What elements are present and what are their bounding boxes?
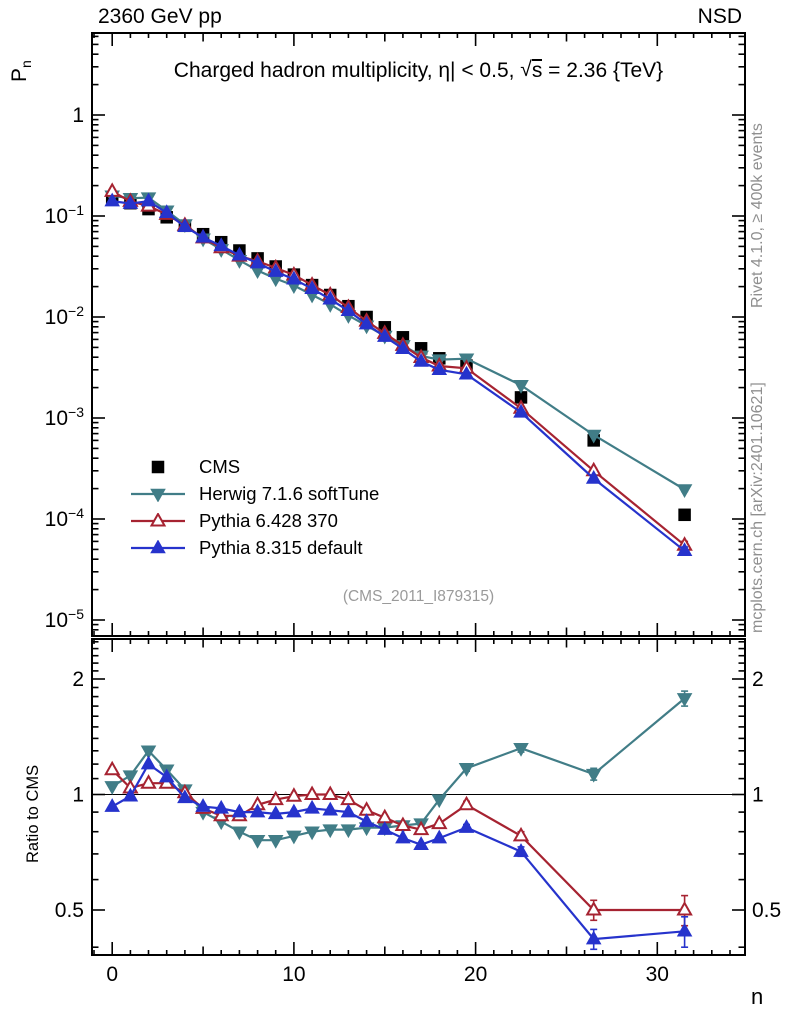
pythia8-triangle-marker-icon: [130, 540, 186, 556]
beam-energy-label: 2360 GeV pp: [98, 5, 222, 28]
svg-text:10−4: $10^{-4}$: [44, 505, 84, 531]
mcplots-reference-note: mcplots.cern.ch [arXiv:2401.10621]: [749, 382, 766, 633]
svg-text:10−5: $10^{-5}$: [44, 606, 84, 632]
pn-label-p: P: [8, 67, 31, 82]
herwig-triangle-marker-icon: [130, 486, 186, 502]
event-class-label: NSD: [697, 5, 742, 28]
svg-text:2: 2: [752, 667, 764, 691]
svg-text:1: 1: [752, 783, 764, 807]
svg-text:1: 1: [72, 783, 84, 807]
svg-text:0: 0: [106, 963, 119, 986]
svg-text:0.5: 0.5: [54, 899, 84, 923]
sqrt-argument: s: [531, 59, 543, 82]
plot-title: [92, 59, 745, 83]
legend: [130, 453, 379, 561]
svg-text:30: 30: [645, 963, 669, 986]
sqrt-symbol: √: [520, 58, 532, 81]
pn-label-sub: n: [18, 60, 35, 68]
svg-text:10−1: $10^{-1}$: [44, 202, 84, 228]
x-axis-label: n: [751, 984, 764, 1009]
rivet-version-note: Rivet 4.1.0, ≥ 400k events: [749, 123, 766, 308]
plot-title-post: = 2.36 {TeV}: [542, 59, 664, 82]
watermark: (CMS_2011_I879315): [342, 588, 495, 605]
legend-label-pythia6: Pythia 6.428 370: [199, 509, 338, 531]
svg-text:2: 2: [72, 667, 84, 691]
svg-text:0.5: 0.5: [752, 899, 782, 923]
legend-item-pythia8: [130, 534, 379, 561]
y-axis-label-ratio: Ratio to CMS: [24, 764, 42, 863]
pythia6-triangle-marker-icon: [130, 513, 186, 529]
svg-text:10: 10: [282, 963, 306, 986]
legend-label-cms: CMS: [199, 455, 241, 477]
svg-text:10−2: $10^{-2}$: [44, 303, 84, 329]
legend-item-pythia6: [130, 507, 379, 534]
svg-text:1: 1: [72, 104, 84, 127]
y-axis-label-main: [8, 22, 34, 82]
plot-title-pre: Charged hadron multiplicity, η| < 0.5,: [173, 59, 521, 82]
legend-item-herwig: [130, 480, 379, 507]
legend-label-herwig: Herwig 7.1.6 softTune: [199, 482, 380, 504]
legend-item-cms: [130, 453, 379, 480]
svg-text:20: 20: [463, 963, 488, 986]
svg-text:10−3: $10^{-3}$: [44, 404, 84, 430]
legend-label-pythia8: Pythia 8.315 default: [199, 536, 363, 558]
cms-square-marker-icon: [130, 459, 186, 475]
